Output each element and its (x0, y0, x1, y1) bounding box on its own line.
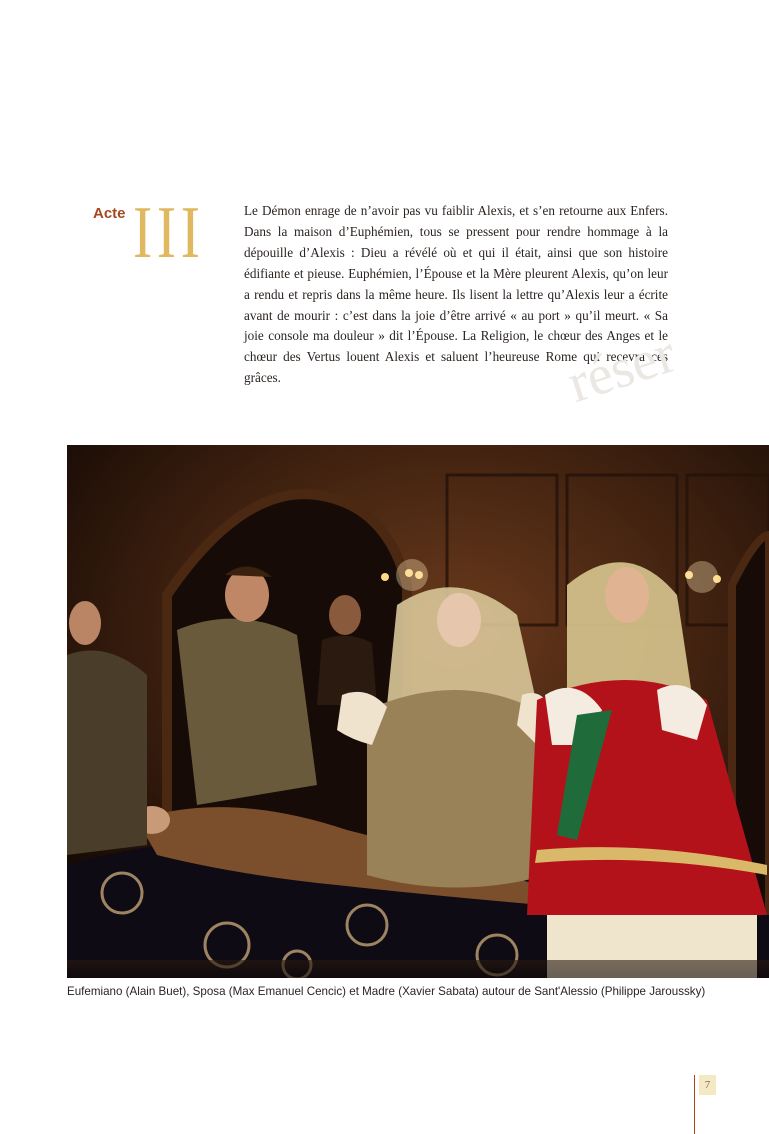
photo-caption: Eufemiano (Alain Buet), Sposa (Max Emanuel Cencic) et Madre (Xavier Sabata) autour de Sant'Alessio (Philippe Jaroussky) (67, 985, 706, 998)
stage-photo (67, 445, 769, 978)
act-label: Acte (93, 205, 126, 222)
watermark-text: réser (560, 322, 683, 415)
act-numeral: III (133, 192, 205, 274)
stage-photo-illustration (67, 445, 769, 978)
folio-rule (694, 1075, 695, 1134)
page-number: 7 (699, 1075, 716, 1095)
act-synopsis: Le Démon enrage de n’avoir pas vu faiblir Alexis, et s’en retourne aux Enfers. Dans la maison d’Euphémien, tous se pressent pour rendre hommage à la dépouille d’Alexis : Dieu a révélé où et qui il était, ainsi que son histoire édifiante et pieuse. Euphémien, l’Épouse et la Mère pleurent Alexis, qu’on leur a rendu et repris dans la même heure. Ils lisent la lettre qu’Alexis leur a écrite avant de mourir : c’est dans la joie d’être arrivé « au port » qu’il meurt. « Sa joie console ma douleur » dit l’Épouse. La Religion, le chœur des Anges et le chœur des Vertus louent Alexis et saluent l’heureuse Rome qui recevra ces grâces. (244, 203, 668, 386)
